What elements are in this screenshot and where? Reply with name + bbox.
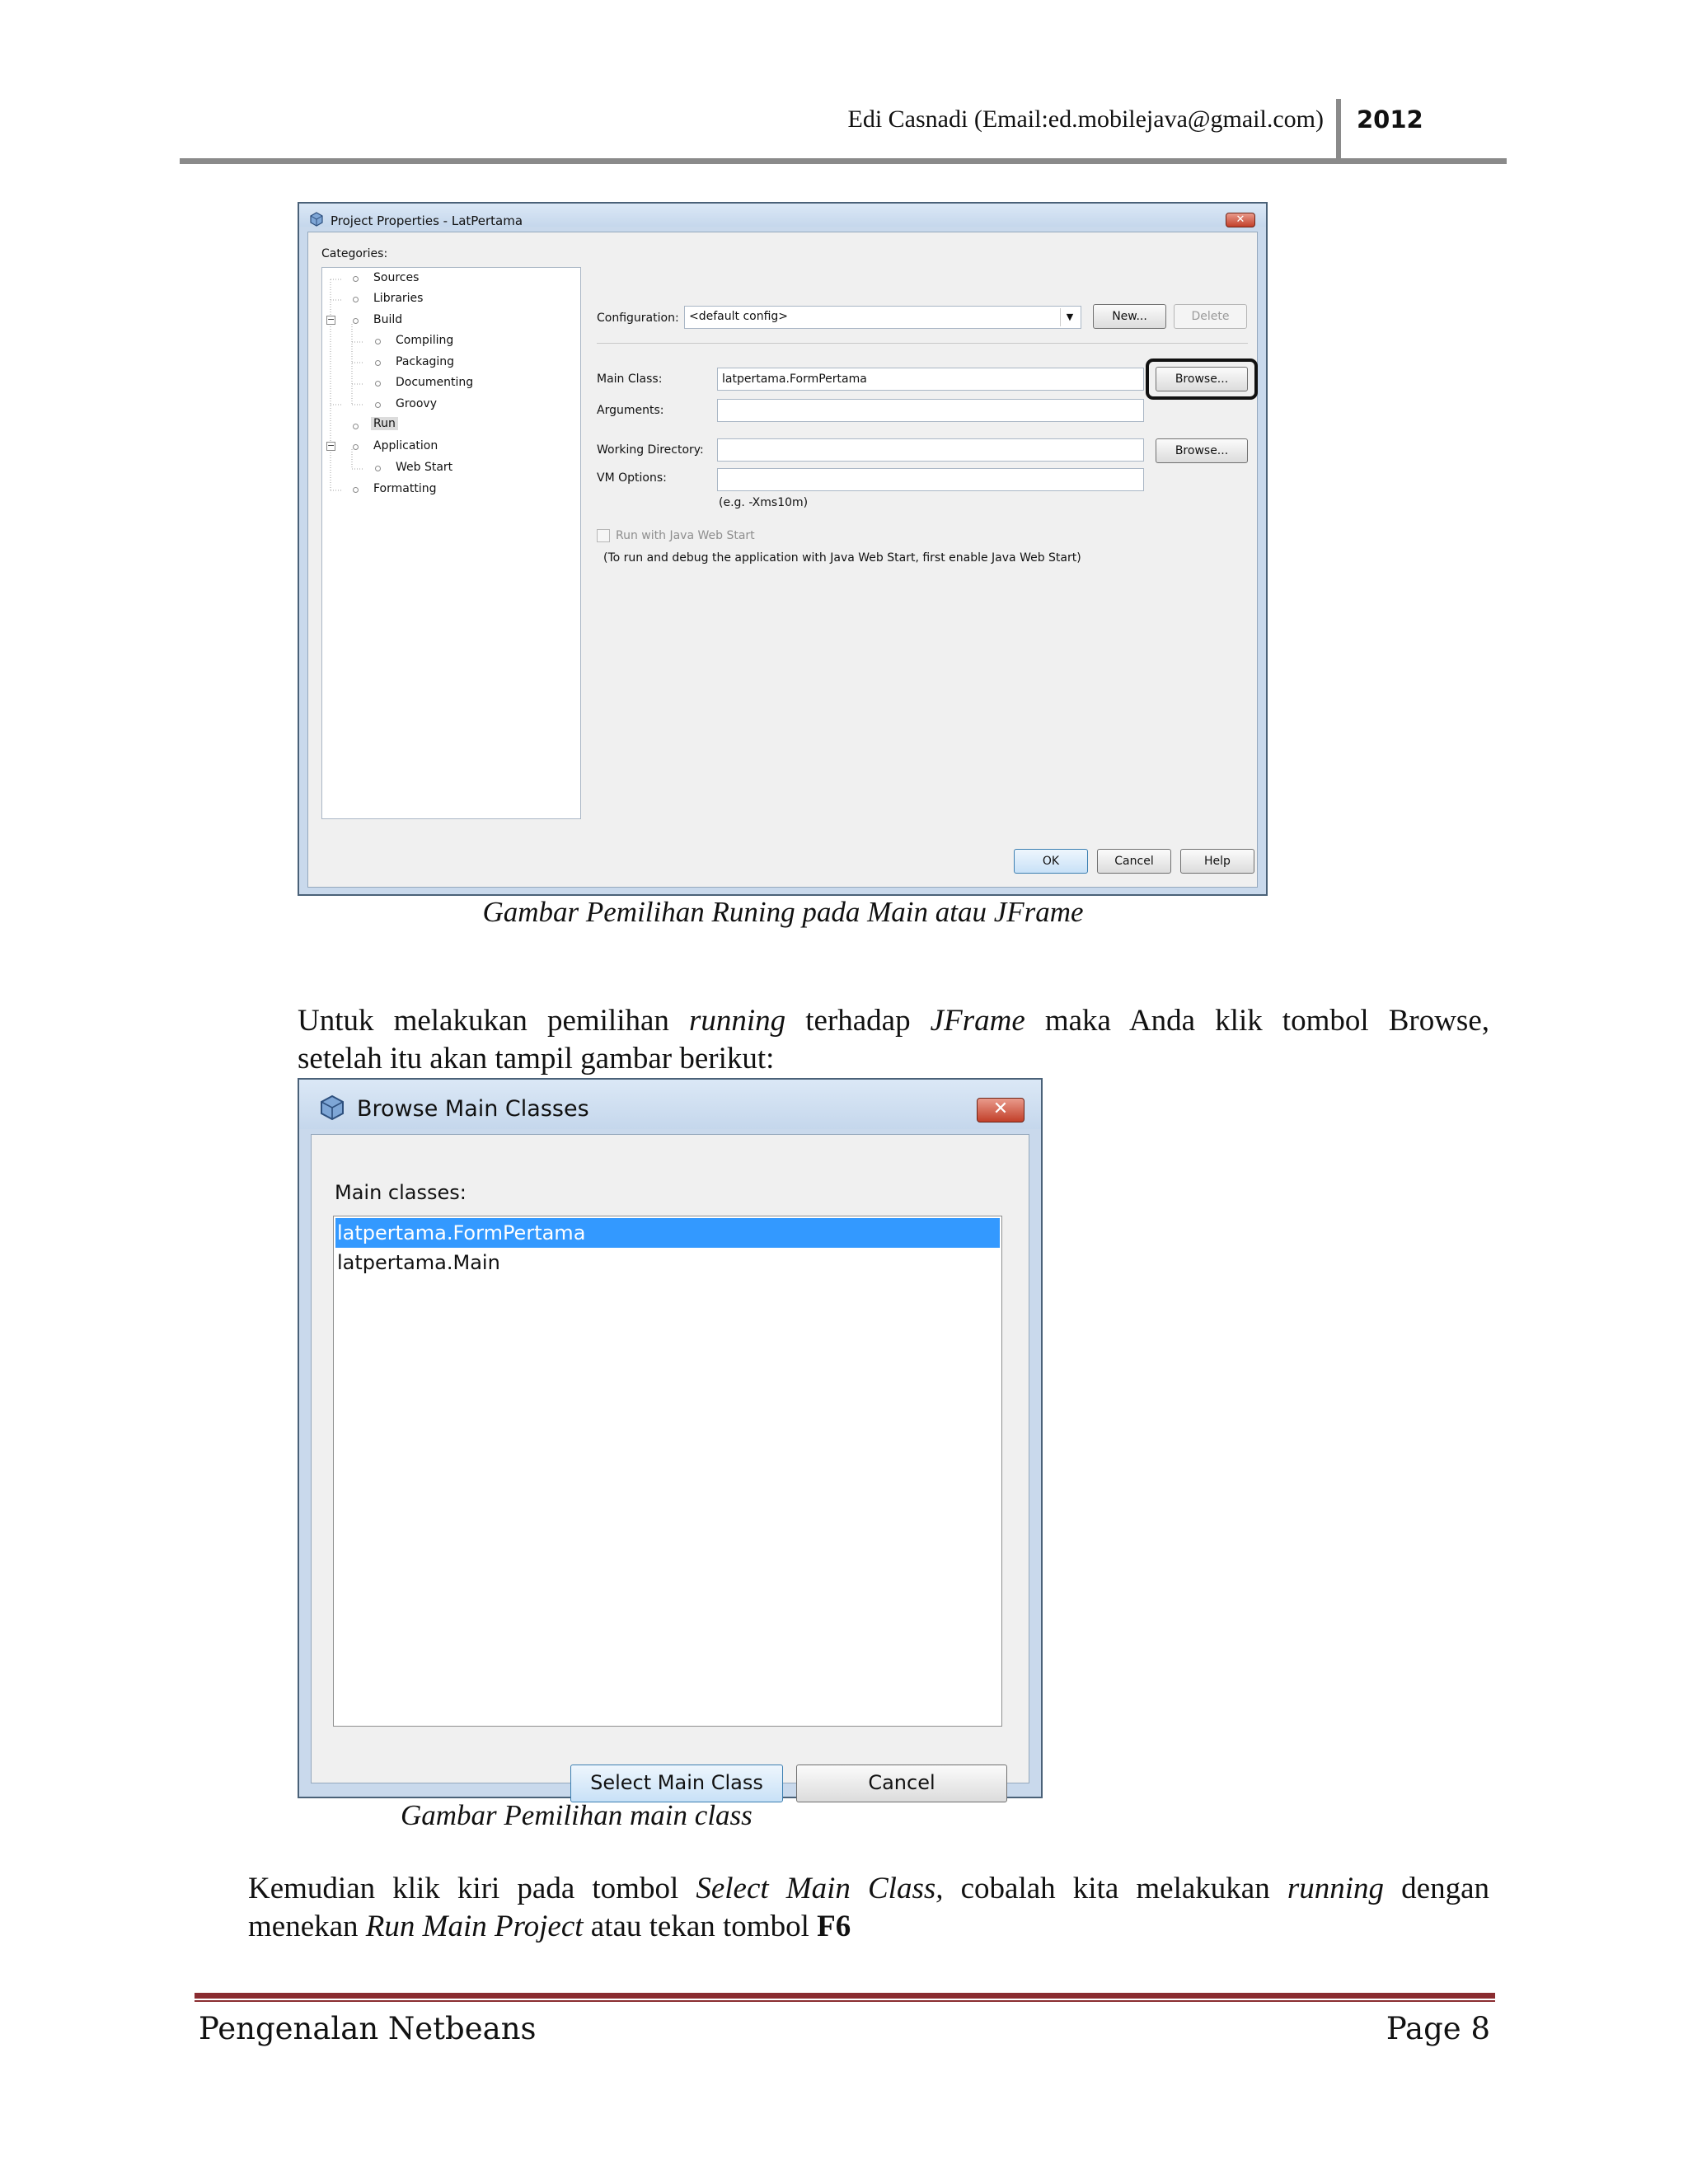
cancel-button[interactable]: Cancel	[1097, 849, 1171, 874]
paragraph-2-line-1	[248, 1869, 1489, 1908]
node-icon	[375, 466, 381, 471]
list-item[interactable]: latpertama.Main	[337, 1251, 500, 1274]
configuration-label: Configuration:	[597, 312, 679, 325]
vm-options-label: VM Options:	[597, 471, 667, 485]
tree-lines	[322, 268, 580, 818]
paragraph-text: Untuk melakukan pemilihan	[298, 1004, 689, 1038]
node-icon	[375, 381, 381, 387]
close-icon[interactable]: ✕	[1226, 213, 1255, 227]
tree-item-groovy[interactable]: Groovy	[396, 397, 437, 410]
paragraph-text: dengan	[1384, 1872, 1489, 1905]
paragraph-bold: F6	[817, 1910, 851, 1943]
footer-rule-thin	[195, 2000, 1495, 2002]
header-rule	[180, 158, 1507, 164]
working-directory-field[interactable]	[717, 438, 1144, 462]
arguments-label: Arguments:	[597, 404, 664, 417]
tree-item-sources[interactable]: Sources	[373, 271, 420, 284]
node-icon	[353, 444, 359, 450]
paragraph-text: Kemudian klik kiri pada tombol	[248, 1872, 696, 1905]
vm-options-field[interactable]	[717, 468, 1144, 491]
dialog-body	[311, 1134, 1029, 1794]
tree-item-documenting[interactable]: Documenting	[396, 376, 474, 389]
footer-title: Pengenalan Netbeans	[199, 2011, 537, 2046]
paragraph-italic: Select Main Class,	[696, 1872, 944, 1905]
node-icon	[353, 424, 359, 429]
netbeans-cube-icon	[309, 212, 324, 227]
footer-page-number: Page 8	[1386, 2011, 1490, 2046]
paragraph-2-line-2	[248, 1907, 1489, 1946]
arguments-field[interactable]	[717, 399, 1144, 422]
node-icon	[353, 318, 359, 324]
tree-item-web-start[interactable]: Web Start	[396, 461, 453, 474]
tree-item-packaging[interactable]: Packaging	[396, 355, 455, 368]
node-icon	[353, 487, 359, 493]
paragraph-italic: running	[1287, 1872, 1385, 1905]
delete-button[interactable]: Delete	[1174, 304, 1247, 329]
collapse-icon[interactable]: −	[327, 314, 335, 325]
divider	[597, 343, 1248, 344]
node-icon	[375, 339, 381, 344]
dialog-title: Project Properties - LatPertama	[331, 213, 523, 228]
paragraph-1-line-2: setelah itu akan tampil gambar berikut:	[298, 1042, 775, 1076]
dialog-title: Browse Main Classes	[357, 1096, 589, 1122]
chevron-down-icon[interactable]: ▼	[1060, 308, 1079, 326]
tree-item-build[interactable]: Build	[373, 313, 403, 326]
tree-item-libraries[interactable]: Libraries	[373, 292, 424, 305]
node-icon	[375, 402, 381, 408]
tree-item-run[interactable]: Run	[371, 417, 398, 430]
tree-item-compiling[interactable]: Compiling	[396, 334, 454, 347]
webstart-note: (To run and debug the application with Java Web Start, first enable Java Web Start)	[603, 551, 1081, 565]
new-button[interactable]: New...	[1093, 304, 1166, 329]
netbeans-cube-icon	[319, 1094, 345, 1121]
caption-2: Gambar Pemilihan main class	[401, 1799, 753, 1831]
node-icon	[375, 360, 381, 366]
help-button[interactable]: Help	[1180, 849, 1254, 874]
select-main-class-button[interactable]: Select Main Class	[570, 1765, 783, 1802]
working-directory-label: Working Directory:	[597, 443, 704, 457]
header-separator	[1336, 99, 1341, 160]
paragraph-italic: running	[688, 1004, 786, 1038]
cancel-button[interactable]: Cancel	[796, 1765, 1007, 1802]
webstart-checkbox-label: Run with Java Web Start	[616, 529, 755, 542]
project-properties-dialog	[298, 202, 1268, 896]
close-icon[interactable]: ✕	[977, 1098, 1025, 1122]
paragraph-text: terhadap	[785, 1004, 931, 1038]
paragraph-italic: JFrame	[930, 1004, 1025, 1038]
categories-label: Categories:	[321, 247, 388, 260]
main-class-label: Main Class:	[597, 373, 663, 386]
paragraph-text: atau tekan tombol	[583, 1910, 818, 1943]
header-year: 2012	[1357, 105, 1423, 134]
paragraph-1-line-1	[298, 1001, 1489, 1040]
header-author: Edi Casnadi (Email:ed.mobilejava@gmail.com)	[847, 105, 1324, 133]
browse-main-class-button[interactable]: Browse...	[1156, 367, 1248, 391]
categories-tree	[321, 267, 581, 819]
paragraph-text: maka Anda klik tombol Browse,	[1025, 1004, 1489, 1038]
paragraph-text: menekan	[248, 1910, 366, 1943]
collapse-icon[interactable]: −	[327, 440, 335, 451]
tree-item-formatting[interactable]: Formatting	[373, 482, 437, 495]
vm-options-hint: (e.g. -Xms10m)	[719, 496, 809, 509]
paragraph-text: cobalah kita melakukan	[943, 1872, 1287, 1905]
caption-1: Gambar Pemilihan Runing pada Main atau JFrame	[482, 896, 1084, 928]
configuration-value: <default config>	[689, 310, 789, 323]
node-icon	[353, 276, 359, 282]
paragraph-italic: Run Main Project	[365, 1910, 584, 1943]
browse-main-classes-dialog	[298, 1078, 1043, 1798]
tree-item-application[interactable]: Application	[373, 439, 438, 452]
main-classes-label: Main classes:	[335, 1181, 467, 1204]
main-class-field[interactable]	[717, 368, 1144, 391]
ok-button[interactable]: OK	[1014, 849, 1088, 874]
webstart-checkbox[interactable]	[597, 529, 610, 542]
list-item[interactable]: latpertama.FormPertama	[335, 1218, 1000, 1248]
dialog-body	[307, 232, 1258, 888]
configuration-select[interactable]	[684, 306, 1081, 329]
browse-working-dir-button[interactable]: Browse...	[1156, 438, 1248, 463]
node-icon	[353, 297, 359, 302]
footer-rule	[195, 1993, 1495, 1999]
main-class-value: latpertama.FormPertama	[722, 373, 867, 386]
main-classes-list[interactable]	[333, 1216, 1002, 1727]
